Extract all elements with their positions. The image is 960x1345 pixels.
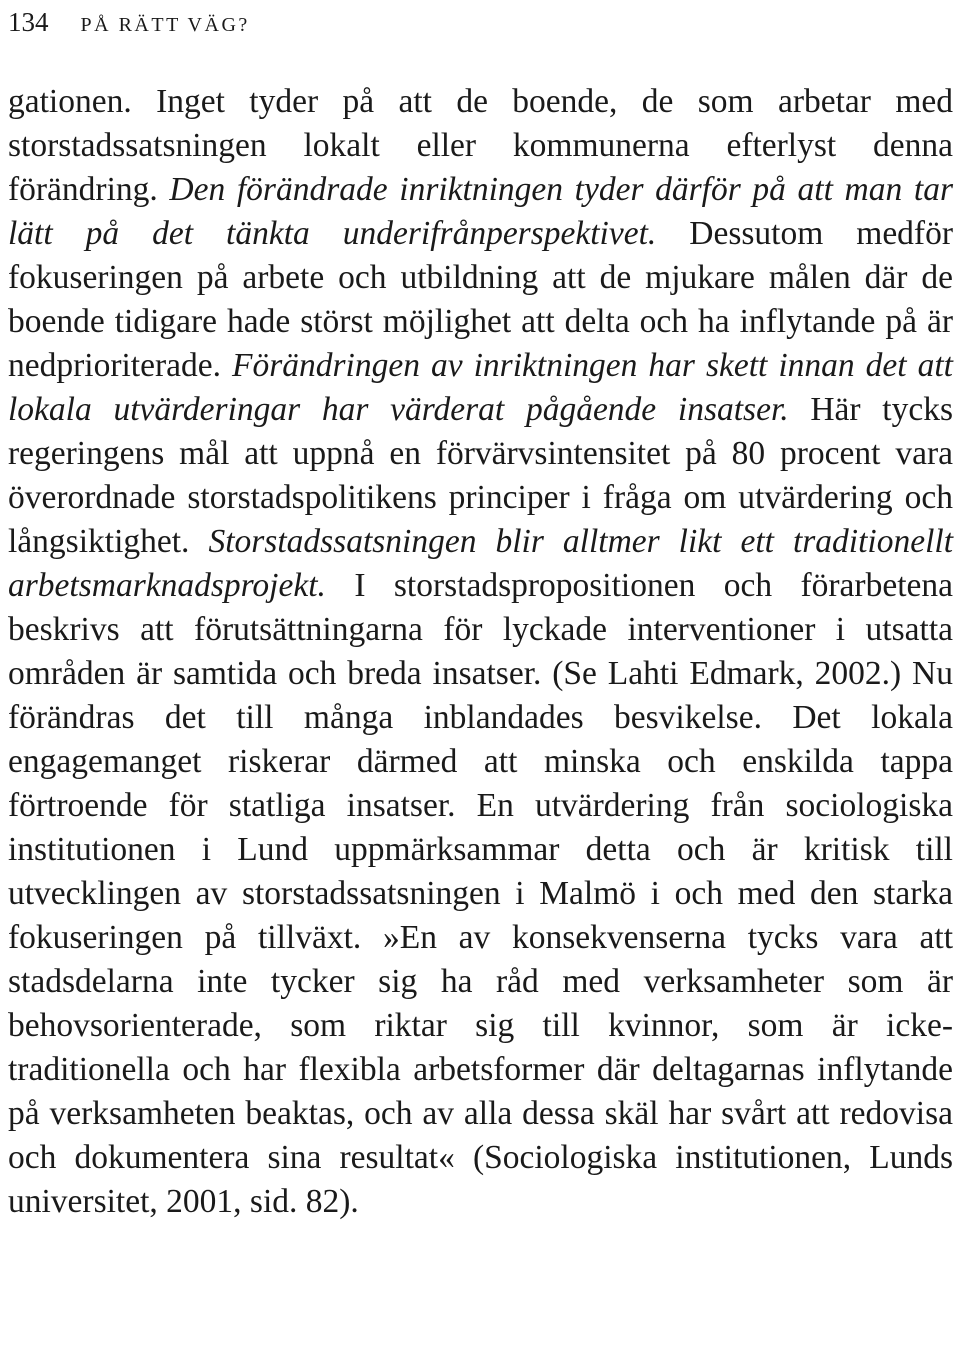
page-number: 134 [8, 7, 49, 37]
body-text-segment-3: Här tycks regeringens mål att uppnå en förvärvsintensitet på 80 procent vara överordnade storstadspolitikens principer i fråga om utvärdering och långsiktighet. [8, 391, 953, 560]
body-text-segment-4: I storstadspropositionen och förarbetena beskrivs att förutsättningarna för lyckade interventioner i utsatta områden är samtida och breda insatser. (Se Lahti Edmark, 2002.) Nu förändras det till många inblandades besvikelse. Det lokala engagemanget riskerar därmed att minska och enskilda tappa förtroende för statliga insatser. En utvärdering från sociologiska institutionen i Lund uppmärksammar detta och är kritisk till utvecklingen av storstadssatsningen i Malmö i och med den starka fokuseringen på tillväxt. »En av konsekvenserna tycks vara att stadsdelarna inte tycker sig ha råd med verksamheter som är behovsorienterade, som riktar sig till kvinnor, som är icke-traditionella och har flexibla arbetsformer där deltagarnas inflytande på verksamheten beaktas, och av alla dessa skäl har svårt att redovisa och dokumentera sina resultat« (Sociologiska institutionen, Lunds universitet, 2001, sid. 82). [8, 567, 953, 1220]
page-header [8, 2, 250, 42]
body-text-emphasis-3: Storstadssatsningen blir alltmer likt ett traditionellt arbetsmarknadsprojekt. [8, 523, 954, 604]
body-paragraph [8, 80, 953, 1224]
body-text-segment-1: gationen. Inget tyder på att de boende, de som arbetar med storstadssatsningen lokalt eller kommunerna efterlyst denna förändring. [8, 83, 953, 208]
body-text-emphasis-1: Den förändrade inriktningen tyder därför på att man tar lätt på det tänkta underifrånperspektivet. [8, 171, 953, 252]
body-text-emphasis-2: Förändringen av inriktningen har skett innan det att lokala utvärderingar har värderat pågående insatser. [8, 347, 953, 428]
running-head: PÅ RÄTT VÄG? [80, 14, 250, 36]
body-text-segment-2: Dessutom medför fokuseringen på arbete och utbildning att de mjukare målen där de boende tidigare hade störst möjlighet att delta och ha inflytande på är nedprioriterade. [8, 215, 953, 384]
